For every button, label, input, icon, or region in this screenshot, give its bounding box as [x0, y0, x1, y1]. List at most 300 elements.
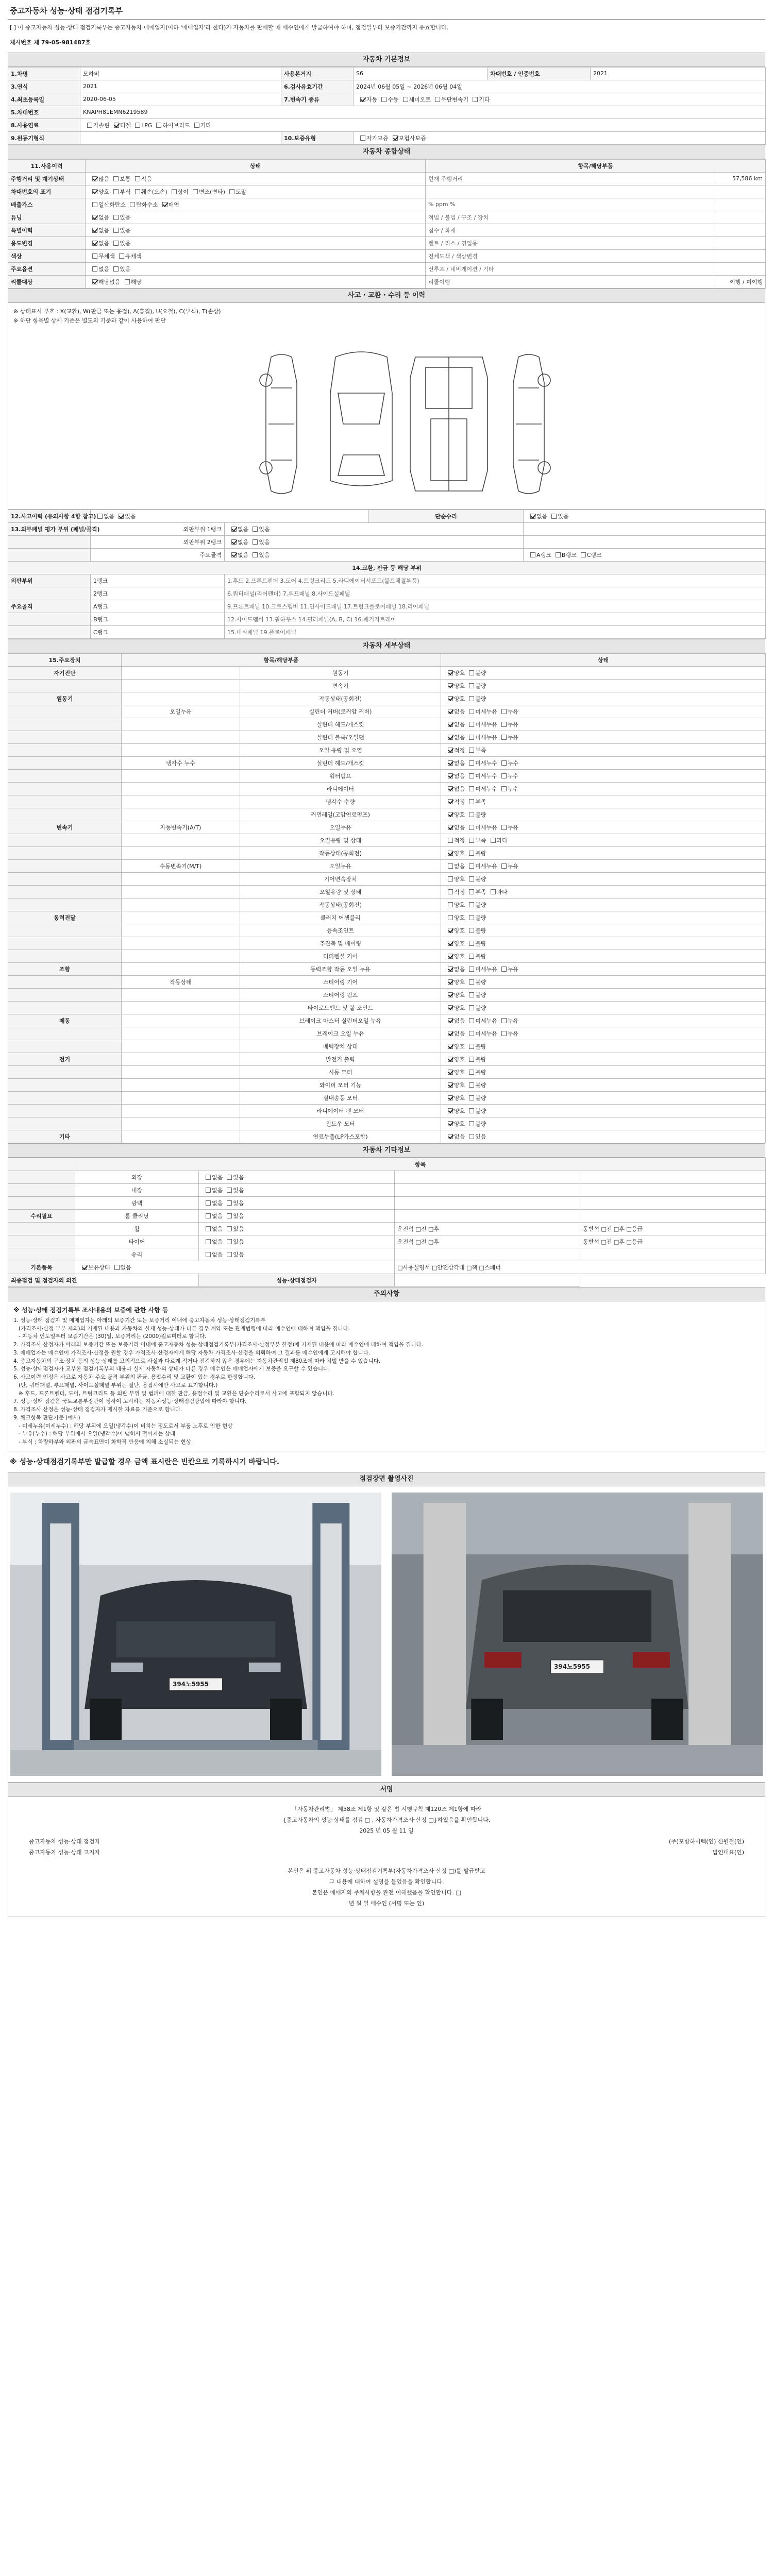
detail-item: 클러치 어셈블리 [240, 911, 441, 924]
checkbox-label: 없음 [454, 785, 465, 792]
detail-group [8, 743, 122, 756]
overall-status [86, 224, 426, 236]
checkbox[interactable] [469, 683, 474, 688]
checkbox[interactable] [469, 941, 474, 946]
checkbox[interactable] [135, 123, 140, 128]
checkbox[interactable] [114, 123, 119, 128]
checkbox[interactable] [469, 889, 474, 894]
checkbox-label: 양호 [454, 811, 465, 818]
checkbox[interactable] [231, 552, 237, 557]
detail-group: 자기진단 [8, 666, 122, 679]
detail-row [8, 692, 766, 705]
checkbox[interactable] [448, 760, 453, 766]
checkbox-group [88, 240, 131, 247]
checkbox[interactable] [135, 176, 140, 181]
detail-row [8, 705, 766, 718]
checkbox[interactable] [87, 123, 92, 128]
checkbox[interactable] [556, 552, 561, 557]
checkbox-label: 훼손(오손) [141, 188, 167, 195]
car-side-right-icon [513, 354, 550, 494]
checkbox[interactable] [469, 1134, 474, 1139]
detail-item: 실린더 커버(로커암 커버) [240, 705, 441, 718]
checkbox-group [444, 966, 518, 973]
checkbox-label: 양호 [454, 1056, 465, 1063]
checkbox[interactable] [469, 825, 474, 830]
checkbox[interactable] [469, 967, 474, 972]
checkbox-group [444, 927, 486, 934]
checkbox-label: 과다 [496, 837, 508, 844]
checkbox-group [444, 940, 486, 947]
checkbox[interactable] [156, 123, 161, 128]
checkbox[interactable] [448, 1095, 453, 1100]
checkbox-label: 미세누유 [475, 721, 497, 728]
basic-value: KNAPH81EMN6219589 [80, 106, 766, 118]
detail-group [8, 988, 122, 1001]
checkbox[interactable] [193, 189, 198, 194]
checkbox[interactable] [448, 1134, 453, 1139]
checkbox[interactable] [501, 863, 507, 869]
checkbox[interactable] [92, 228, 97, 233]
checkbox[interactable] [469, 1044, 474, 1049]
checkbox[interactable] [448, 1018, 453, 1023]
checkbox[interactable] [469, 928, 474, 933]
etc-driver [395, 1248, 580, 1261]
checkbox[interactable] [206, 1200, 211, 1206]
detail-status [441, 950, 766, 962]
checkbox[interactable] [469, 735, 474, 740]
checkbox[interactable] [469, 812, 474, 817]
checkbox[interactable] [92, 189, 97, 194]
checkbox-label: 있음 [120, 227, 131, 234]
front-plate-text: 394노5955 [172, 1680, 209, 1688]
checkbox-label: 양호 [454, 875, 465, 883]
checkbox-label: 없음 [454, 759, 465, 767]
checkbox[interactable] [473, 97, 478, 102]
etc-group [8, 1222, 75, 1235]
detail-row [8, 795, 766, 808]
checkbox[interactable] [469, 1005, 474, 1010]
basic-info-table [8, 67, 766, 145]
checkbox[interactable] [92, 215, 97, 220]
car-top-front-icon [330, 352, 392, 486]
checkbox[interactable] [253, 539, 258, 545]
signature-block [8, 1797, 765, 1917]
checkbox[interactable] [448, 979, 453, 985]
overall-label: 배출가스 [8, 198, 86, 211]
checkbox[interactable] [448, 863, 453, 869]
checkbox[interactable] [469, 979, 474, 985]
checkbox[interactable] [469, 1070, 474, 1075]
basic-value: S6 [354, 67, 488, 80]
checkbox[interactable] [113, 241, 119, 246]
checkbox[interactable] [448, 1057, 453, 1062]
checkbox-group [227, 552, 270, 558]
detail-status [441, 731, 766, 743]
checkbox-label: 양호 [454, 669, 465, 676]
checkbox[interactable] [501, 735, 507, 740]
checkbox[interactable] [581, 552, 586, 557]
overall-extra [714, 211, 766, 224]
checkbox[interactable] [448, 670, 453, 675]
checkbox[interactable] [227, 1252, 232, 1257]
checkbox[interactable] [501, 722, 507, 727]
checkbox[interactable] [469, 1018, 474, 1023]
checkbox[interactable] [227, 1200, 232, 1206]
detail-status [441, 924, 766, 937]
etc-head-row [8, 1158, 766, 1171]
checkbox[interactable] [530, 552, 535, 557]
checkbox[interactable] [206, 1175, 211, 1180]
overall-status [86, 185, 426, 198]
detail-row [8, 872, 766, 885]
checkbox[interactable] [469, 1108, 474, 1113]
overall-item: 선루프 / 네비게이션 / 기타 [426, 262, 714, 275]
checkbox-group [526, 513, 569, 520]
overall-extra [714, 224, 766, 236]
checkbox-label: 미세누수 [475, 772, 497, 779]
checkbox[interactable] [231, 539, 237, 545]
checkbox-label: 양호 [454, 1004, 465, 1011]
checkbox[interactable] [360, 97, 365, 102]
caution-line: - 부식 : 차량하부와 외판의 금속표면이 화학적 반응에 의해 소실되는 현상 [13, 1439, 191, 1446]
checkbox[interactable] [448, 941, 453, 946]
diagram-legend [8, 303, 765, 329]
detail-status [441, 988, 766, 1001]
detail-status [441, 769, 766, 782]
etc-item: 유리 [75, 1248, 199, 1261]
checkbox[interactable] [125, 279, 130, 284]
etc-passenger [580, 1248, 766, 1261]
detail-subgroup: 수동변속기(M/T) [122, 859, 240, 872]
checkbox[interactable] [435, 97, 440, 102]
checkbox[interactable] [469, 1121, 474, 1126]
checkbox[interactable] [469, 799, 474, 804]
checkbox-group [444, 708, 518, 715]
checkbox[interactable] [119, 514, 124, 519]
checkbox-group [444, 670, 486, 676]
checkbox[interactable] [448, 825, 453, 830]
checkbox[interactable] [469, 709, 474, 714]
checkbox[interactable] [231, 527, 237, 532]
checkbox[interactable] [469, 1057, 474, 1062]
detail-status [441, 782, 766, 795]
checkbox[interactable] [229, 189, 234, 194]
checkbox[interactable] [501, 709, 507, 714]
checkbox[interactable] [469, 1095, 474, 1100]
checkbox-group [444, 1095, 486, 1101]
checkbox[interactable] [448, 1005, 453, 1010]
checkbox-label: 없음 [454, 1030, 465, 1037]
checkbox[interactable] [393, 135, 398, 141]
detail-group [8, 718, 122, 731]
checkbox[interactable] [206, 1213, 211, 1218]
checkbox[interactable] [227, 1239, 232, 1244]
checkbox[interactable] [253, 552, 258, 557]
etc-item: 휠 [75, 1222, 199, 1235]
checkbox[interactable] [448, 992, 453, 997]
checkbox[interactable] [113, 228, 119, 233]
detail-item: 오일 유량 및 오염 [240, 743, 441, 756]
checkbox[interactable] [469, 1031, 474, 1036]
checkbox[interactable] [469, 670, 474, 675]
detail-row [8, 937, 766, 950]
detail-subgroup [122, 962, 240, 975]
checkbox[interactable] [551, 514, 557, 519]
checkbox[interactable] [501, 760, 507, 766]
checkbox-label: 있음 [259, 551, 270, 558]
checkbox[interactable] [448, 709, 453, 714]
checkbox[interactable] [135, 189, 140, 194]
checkbox[interactable] [92, 176, 97, 181]
checkbox[interactable] [448, 696, 453, 701]
checkbox[interactable] [114, 1265, 120, 1270]
car-underbody-icon [410, 357, 488, 491]
overall-head: 11.사용이력 [8, 159, 86, 172]
checkbox-label: 없음 [212, 1199, 223, 1207]
detail-subgroup [122, 1014, 240, 1027]
detail-group [8, 1065, 122, 1078]
checkbox[interactable] [448, 928, 453, 933]
checkbox-label: 있음 [233, 1238, 244, 1245]
caution-line: 5. 성능·상태점검자가 교부한 점검기록부의 내용과 실제 자동차의 상태가 다른 경우 매수인은 매매업자에게 보증을 요구할 수 있습니다. [13, 1366, 330, 1372]
checkbox[interactable] [491, 889, 496, 894]
checkbox-label: 무단변속기 [441, 96, 469, 103]
checkbox[interactable] [491, 838, 496, 843]
checkbox[interactable] [448, 915, 453, 920]
parts-rank: A랭크 [91, 600, 225, 613]
checkbox[interactable] [501, 773, 507, 778]
checkbox[interactable] [448, 748, 453, 753]
checkbox-label: 양호 [454, 1069, 465, 1076]
checkbox[interactable] [469, 748, 474, 753]
etc-head [8, 1158, 75, 1171]
checkbox-group [444, 1018, 518, 1024]
checkbox[interactable] [113, 176, 119, 181]
detail-status [441, 1078, 766, 1091]
parts-row [8, 613, 766, 625]
checkbox[interactable] [501, 1031, 507, 1036]
detail-group: 전기 [8, 1053, 122, 1065]
checkbox[interactable] [206, 1252, 211, 1257]
checkbox[interactable] [130, 202, 135, 207]
checkbox[interactable] [469, 876, 474, 882]
checkbox-label: 양호 [454, 1107, 465, 1114]
detail-table [8, 653, 766, 1143]
checkbox[interactable] [206, 1239, 211, 1244]
detail-row [8, 975, 766, 988]
checkbox[interactable] [469, 851, 474, 856]
checkbox-label: 미세누유 [475, 708, 497, 715]
checkbox[interactable] [469, 696, 474, 701]
detail-status [441, 1040, 766, 1053]
checkbox[interactable] [469, 863, 474, 869]
checkbox[interactable] [448, 1082, 453, 1088]
overall-item: 침수 / 화재 [426, 224, 714, 236]
parts-group [8, 587, 91, 600]
basic-value: 모하비 [80, 67, 281, 80]
checkbox[interactable] [501, 1018, 507, 1023]
checkbox[interactable] [448, 1121, 453, 1126]
detail-item: 윈도우 모터 [240, 1117, 441, 1130]
overall-item: 전체도색 / 색상변경 [426, 249, 714, 262]
checkbox[interactable] [448, 902, 453, 907]
checkbox[interactable] [119, 253, 124, 259]
basic-label: 4.최초등록일 [8, 93, 80, 106]
checkbox[interactable] [92, 241, 97, 246]
basic-value: 2021 [591, 67, 766, 80]
checkbox[interactable] [469, 760, 474, 766]
checkbox-label: 있음 [233, 1174, 244, 1181]
checkbox[interactable] [501, 967, 507, 972]
checkbox[interactable] [92, 266, 97, 272]
checkbox[interactable] [92, 202, 97, 207]
detail-subgroup [122, 937, 240, 950]
checkbox[interactable] [92, 253, 97, 259]
checkbox-group [88, 189, 246, 195]
checkbox[interactable] [501, 786, 507, 791]
detail-item: 등속조인트 [240, 924, 441, 937]
detail-head: 15.주요장치 [8, 653, 122, 666]
checkbox[interactable] [448, 1108, 453, 1113]
checkbox-label: 보통 [120, 175, 131, 182]
etc-driver [395, 1209, 580, 1222]
checkbox[interactable] [448, 954, 453, 959]
checkbox[interactable] [469, 902, 474, 907]
detail-item: 오일누유 [240, 859, 441, 872]
checkbox[interactable] [360, 135, 365, 141]
checkbox[interactable] [113, 266, 119, 272]
checkbox-label: 부식 [120, 188, 131, 195]
checkbox[interactable] [206, 1226, 211, 1231]
checkbox[interactable] [448, 735, 453, 740]
checkbox[interactable] [469, 773, 474, 778]
checkbox[interactable] [448, 967, 453, 972]
checkbox[interactable] [97, 514, 103, 519]
checkbox[interactable] [253, 527, 258, 532]
checkbox[interactable] [113, 189, 119, 194]
checkbox[interactable] [162, 202, 167, 207]
checkbox[interactable] [448, 1070, 453, 1075]
checkbox[interactable] [448, 1031, 453, 1036]
repair-sub-label: 주요골격 [91, 548, 225, 561]
checkbox[interactable] [227, 1175, 232, 1180]
etc-driver: 운전석 □전 □후 [395, 1235, 580, 1248]
detail-subgroup [122, 1040, 240, 1053]
checkbox[interactable] [530, 514, 535, 519]
checkbox-label: 미세누유 [475, 824, 497, 831]
checkbox[interactable] [448, 786, 453, 791]
overall-label: 주행거리 및 계기상태 [8, 172, 86, 185]
etc-row [8, 1261, 766, 1274]
checkbox[interactable] [227, 1213, 232, 1218]
detail-row [8, 1001, 766, 1014]
detail-status [441, 962, 766, 975]
checkbox[interactable] [194, 123, 199, 128]
checkbox[interactable] [227, 1226, 232, 1231]
checkbox[interactable] [206, 1188, 211, 1193]
parts-title: 14.교환, 판금 등 해당 부위 [8, 561, 766, 574]
checkbox-label: 없음 [212, 1225, 223, 1232]
checkbox[interactable] [448, 876, 453, 882]
etc-row [8, 1248, 766, 1261]
parts-group [8, 613, 91, 625]
checkbox-label: 양호 [454, 1043, 465, 1050]
checkbox[interactable] [469, 992, 474, 997]
checkbox[interactable] [92, 279, 97, 284]
checkbox[interactable] [469, 786, 474, 791]
checkbox-label: 양호 [454, 927, 465, 934]
checkbox[interactable] [448, 799, 453, 804]
checkbox-label: 누유 [507, 721, 519, 728]
checkbox[interactable] [469, 915, 474, 920]
section-signature-title: 서명 [8, 1783, 765, 1797]
checkbox-group [444, 799, 486, 805]
checkbox[interactable] [469, 954, 474, 959]
checkbox[interactable] [501, 825, 507, 830]
caution-line: - 자동차 인도일부터 보증기간은 (30)일, 보증거리는 (2000)킬로미터로 합니다. [13, 1333, 207, 1340]
detail-row [8, 1027, 766, 1040]
basic-items-text: □사용설명서 □안전삼각대 □잭 □스패너 [395, 1261, 766, 1274]
checkbox-label: 불량 [475, 1004, 486, 1011]
checkbox-label: 불량 [475, 875, 486, 883]
overall-head: 상태 [86, 159, 426, 172]
detail-item: 실린더 블록/오일팬 [240, 731, 441, 743]
checkbox-label: 기타 [200, 122, 211, 129]
checkbox-group [227, 539, 270, 546]
checkbox[interactable] [448, 851, 453, 856]
checkbox[interactable] [448, 773, 453, 778]
checkbox-label: 불량 [475, 850, 486, 857]
detail-row [8, 924, 766, 937]
checkbox-label: 불량 [475, 1056, 486, 1063]
detail-row [8, 898, 766, 911]
caution-line: 1. 성능·상태 점검자 및 매매업자는 아래의 보증기간 또는 보증거리 이내에 중고자동차 성능·상태점검기록부 [13, 1317, 266, 1324]
repair-label: 단순수리 [369, 510, 524, 522]
detail-item: 스티어링 기어 [240, 975, 441, 988]
checkbox[interactable] [381, 97, 386, 102]
checkbox-group [88, 253, 142, 260]
repair-row [8, 548, 766, 561]
checkbox-group [444, 992, 486, 998]
checkbox[interactable] [227, 1188, 232, 1193]
detail-group [8, 898, 122, 911]
detail-item: 커먼레일(고압연료펌프) [240, 808, 441, 821]
overall-extra [714, 249, 766, 262]
checkbox[interactable] [113, 215, 119, 220]
repair-row [8, 510, 766, 522]
checkbox[interactable] [448, 722, 453, 727]
checkbox[interactable] [469, 1082, 474, 1088]
basic-label: 9.원동기형식 [8, 131, 80, 144]
caution-line: 7. 성능·상태 점검은 국토교통부장관이 정하여 고시하는 자동차성능·상태점검방법에 따라야 합니다. [13, 1398, 247, 1405]
checkbox-label: 양호 [454, 991, 465, 998]
detail-status [441, 795, 766, 808]
checkbox[interactable] [172, 189, 177, 194]
detail-subgroup: 작동상태 [122, 975, 240, 988]
checkbox[interactable] [469, 838, 474, 843]
checkbox[interactable] [448, 838, 453, 843]
checkbox[interactable] [469, 722, 474, 727]
checkbox[interactable] [448, 812, 453, 817]
caution-big-note: ※ 성능·상태점검기록부만 발급할 경우 금액 표시란은 빈칸으로 기록하시기 바랍니다. [10, 1458, 280, 1466]
checkbox[interactable] [82, 1265, 87, 1270]
checkbox[interactable] [448, 1044, 453, 1049]
etc-driver [395, 1171, 580, 1183]
checkbox[interactable] [448, 889, 453, 894]
checkbox[interactable] [448, 683, 453, 688]
detail-subgroup [122, 666, 240, 679]
checkbox[interactable] [403, 97, 408, 102]
